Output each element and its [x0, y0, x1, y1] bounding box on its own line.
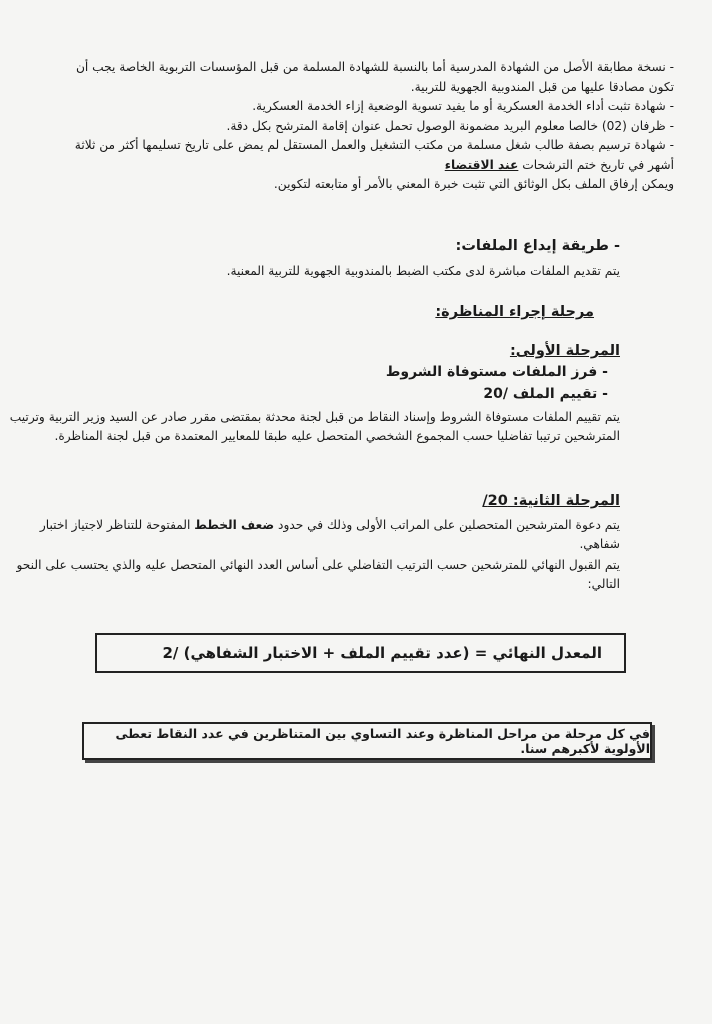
stages-title: مرحلة إجراء المناظرة:	[435, 304, 594, 320]
deposit-text: يتم تقديم الملفات مباشرة لدى مكتب الضبط بالمندوبية الجهوية للتربية المعنية.	[226, 264, 620, 278]
requirement-item: - ظرفان (02) خالصا معلوم البريد مضمونة الوصول تحمل عنوان إقامة المترشح بكل دقة.	[226, 118, 674, 133]
requirement-item	[62, 136, 674, 175]
tie-break-note	[82, 722, 652, 760]
requirements-list	[62, 58, 674, 195]
requirement-item: ويمكن إرفاق الملف بكل الوثائق التي تثبت خبرة المعني بالأمر أو متابعته لتكوين.	[273, 177, 674, 191]
stage2-text	[8, 516, 620, 554]
requirement-item: - نسخة مطابقة الأصل من الشهادة المدرسية أما بالنسبة للشهادة المسلمة من قبل المؤسسات التربوية الخاصة يجب أن تكون مصادقا عليها من قبل المندوبية الجهوية للتربية.	[75, 60, 674, 94]
stage1-bullet: - تقييم الملف /20	[483, 386, 608, 402]
requirement-text: - شهادة ترسيم بصفة طالب شغل مسلمة من مكتب التشغيل والعمل المستقل لم يمض على تاريخ تسليمها أكثر من ثلاثة أشهر في تاريخ ختم الترشحات	[74, 138, 674, 172]
deposit-heading: - طريقة إيداع الملفات:	[455, 238, 620, 254]
stage2-text-part: يتم دعوة المترشحين المتحصلين على المراتب الأولى وذلك في حدود	[278, 518, 620, 532]
stage2-heading: المرحلة الثانية: 20/	[482, 493, 620, 509]
requirement-item: - شهادة تثبت أداء الخدمة العسكرية أو ما يفيد تسوية الوضعية إزاء الخدمة العسكرية.	[252, 99, 674, 113]
stage2-text-bold: ضعف الخطط	[194, 518, 275, 532]
note-text: في كل مرحلة من مراحل المناظرة وعند التساوي بين المتناظرين في عدد النقاط تعطى الأولوية لأكبرهم سنا.	[115, 726, 650, 756]
stage2-text-part: المفتوحة للتناظر لاجتياز اختبار شفاهي.	[39, 518, 620, 551]
stage1-text: يتم تقييم الملفات مستوفاة الشروط وإسناد النقاط من قبل لجنة محدثة بمقتضى مقرر صادر عن السيد وزير التربية وترتيب المترشحين ترتيبا تفاضليا حسب المجموع الشخصي المتحصل عليه طبقا للمعايير المعتمدة من قبل لجنة المناظرة.	[9, 410, 620, 443]
final-average-formula	[95, 633, 626, 673]
stage1-bullet: - فرز الملفات مستوفاة الشروط	[385, 364, 608, 380]
stage2-text2: يتم القبول النهائي للمترشحين حسب الترتيب التفاضلي على أساس العدد النهائي المتحصل عليه والذي يحتسب على النحو التالي:	[16, 558, 620, 591]
requirement-highlight: عند الاقتضاء	[444, 157, 519, 172]
stage1-heading: المرحلة الأولى:	[509, 343, 620, 359]
formula-text: المعدل النهائي = (عدد تقييم الملف + الاختبار الشفاهي) /2	[162, 644, 602, 662]
